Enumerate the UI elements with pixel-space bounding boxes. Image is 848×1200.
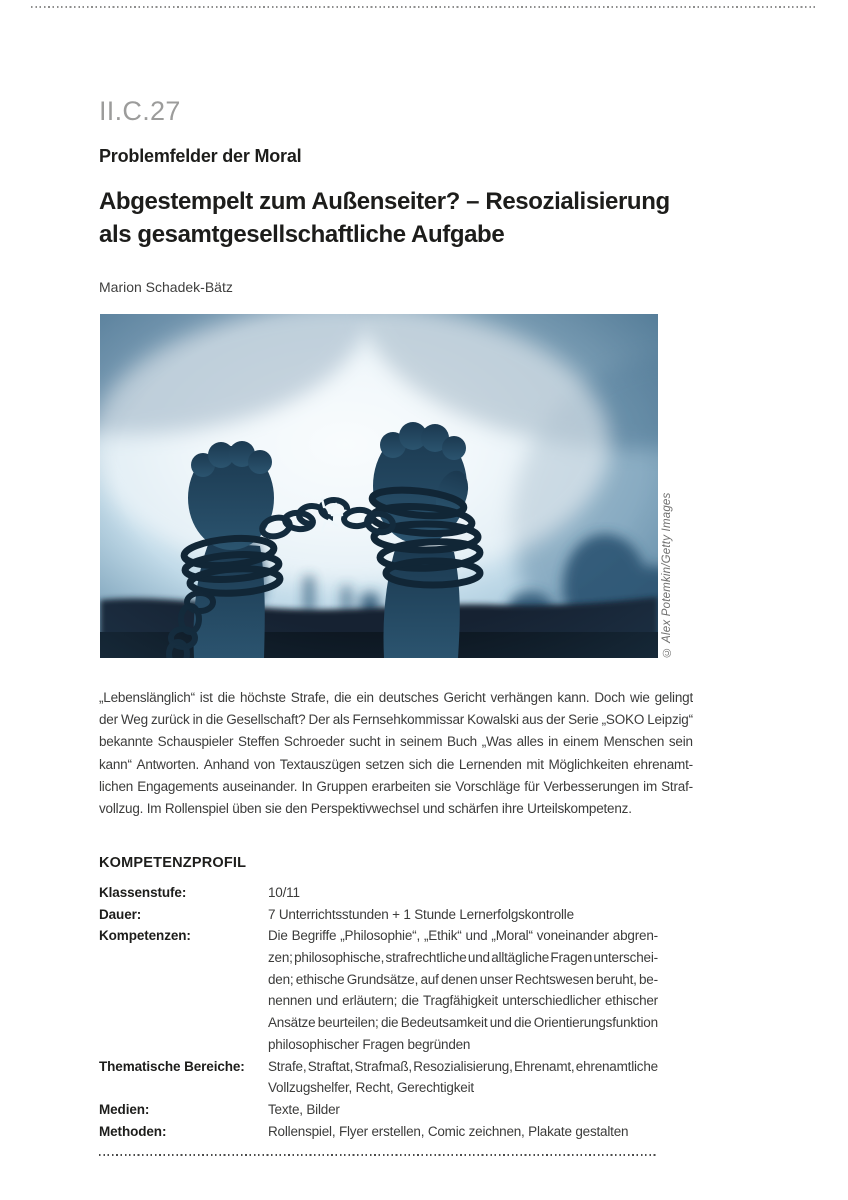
text-line: vollzug. Im Rollenspiel üben sie den Perspektivwechsel und schärfen ihre Urteilskompetenz. xyxy=(99,800,632,816)
top-dotted-rule xyxy=(31,6,818,8)
row-value xyxy=(268,904,658,926)
intro-paragraph xyxy=(99,687,693,820)
text-line: den; ethische Grundsätze, auf denen unser Rechtswesen beruht, be- xyxy=(268,971,658,987)
row-value xyxy=(268,1056,658,1099)
text-line: Die Begriffe „Philosophie“, „Ethik“ und „Moral“ voneinander abgren- xyxy=(268,928,658,944)
text-line: nennen und erläutern; die Tragfähigkeit unterschiedlicher ethischer xyxy=(268,993,658,1009)
row-value xyxy=(268,925,658,1055)
profile-row-thematische-bereiche xyxy=(99,1056,658,1099)
text-line: der Weg zurück in die Gesellschaft? Der als Fernsehkommissar Kowalski aus der Serie „SOKO Leipzig“ xyxy=(99,712,693,728)
competence-profile-heading: KOMPETENZPROFIL xyxy=(99,855,247,871)
hero-photo xyxy=(100,314,658,658)
author-name: Marion Schadek-Bätz xyxy=(99,279,233,295)
text-line: Vollzugshelfer, Recht, Gerechtigkeit xyxy=(268,1080,474,1096)
text-line: 10/11 xyxy=(268,885,300,900)
text-line: Ansätze beurteilen; die Bedeutsamkeit und die Orientierungsfunktion xyxy=(268,1015,658,1031)
row-label: Methoden: xyxy=(99,1123,167,1139)
text-line: Rollenspiel, Flyer erstellen, Comic zeichnen, Plakate gestalten xyxy=(268,1123,629,1139)
text-line: Texte, Bilder xyxy=(268,1101,340,1117)
photo-vignette xyxy=(100,314,658,658)
chained-fists-photo xyxy=(100,314,658,658)
text-line: kann“ Antworten. Anhand von Textauszügen setzen sich die Lernenden mit Möglichkeiten ehrenamt- xyxy=(99,756,693,772)
text-line: bekannte Schauspieler Steffen Schroeder sucht in seinem Buch „Was alles in einem Menschen sein xyxy=(99,734,693,750)
row-label: Thematische Bereiche: xyxy=(99,1058,245,1074)
row-label: Medien: xyxy=(99,1101,150,1117)
bottom-dotted-rule xyxy=(99,1154,657,1156)
series-title: Problemfelder der Moral xyxy=(99,146,302,166)
competence-profile-table xyxy=(99,882,658,1142)
text-line: philosophischer Fragen begründen xyxy=(268,1036,471,1052)
row-label: Kompetenzen: xyxy=(99,928,191,944)
text-line: 7 Unterrichtsstunden + 1 Stunde Lernerfolgskontrolle xyxy=(268,906,574,922)
row-value xyxy=(268,1099,658,1121)
page-title-line1: Abgestempelt zum Außenseiter? – Resozialisierung xyxy=(99,188,670,215)
text-line: Strafe, Straftat, Strafmaß, Resozialisierung, Ehrenamt, ehrenamtliche xyxy=(268,1058,658,1074)
text-line: „Lebenslänglich“ ist die höchste Strafe, die ein deutsches Gericht verhängen kann. Doch wie gelingt xyxy=(99,690,693,705)
profile-row-kompetenzen xyxy=(99,925,658,1055)
row-label: Dauer: xyxy=(99,906,142,922)
profile-row-medien xyxy=(99,1099,658,1121)
profile-row-dauer xyxy=(99,904,658,926)
row-value xyxy=(268,882,658,904)
profile-row-klassenstufe xyxy=(99,882,658,904)
row-label: Klassenstufe: xyxy=(99,885,187,900)
text-line: zen; philosophische, strafrechtliche und alltägliche Fragen unterschei- xyxy=(268,950,658,966)
unit-code: II.C.27 xyxy=(99,96,181,126)
row-value xyxy=(268,1121,658,1143)
page-title xyxy=(99,185,670,251)
text-line: lichen Engagements auseinander. In Gruppen erarbeiten sie Vorschläge für Verbesserungen im Straf- xyxy=(99,778,693,794)
page-title-line2: als gesamtgesellschaftliche Aufgabe xyxy=(99,221,505,248)
profile-row-methoden xyxy=(99,1121,658,1143)
image-credit: © Alex Potemkin/Getty Images xyxy=(661,492,673,658)
